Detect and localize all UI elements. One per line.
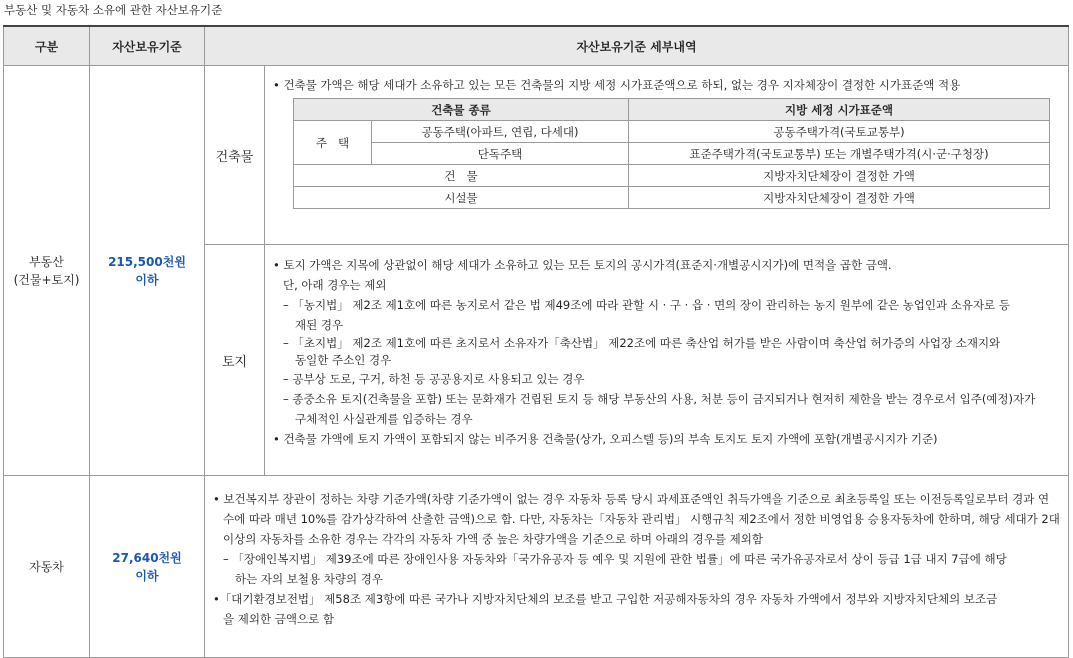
building-price-header: 지방 세정 시가표준액 [629, 99, 1050, 121]
row-facility-type: 시설물 [294, 187, 629, 209]
building-note: • 건축물 가액은 해당 세대가 소유하고 있는 모든 건축물의 지방 세정 시가표준액으로 하되, 없는 경우 지자체장이 결정한 시가표준액 적용 [273, 78, 961, 92]
land-line: – 공부상 도로, 구거, 하천 등 공공용지로 사용되고 있는 경우 [283, 372, 585, 386]
land-detail [265, 245, 1069, 476]
vehicle-line: 이상의 자동차를 소유한 경우는 각각의 자동차 가액 중 높은 차량가액을 기준으로 하며 아래의 경우를 제외함 [223, 532, 763, 546]
row-detached-price: 표준주택가격(국토교통부) 또는 개별주택가격(시·군·구청장) [629, 143, 1050, 165]
header-detail: 자산보유기준 세부내역 [205, 26, 1069, 66]
asset-criteria-table [3, 25, 1069, 658]
real-estate-criteria-suffix: 이하 [135, 272, 159, 287]
vehicle-line: – 「장애인복지법」 제39조에 따른 장애인사용 자동차와「국가유공자 등 예우 및 지원에 관한 법률」에 따른 국가유공자로서 상이 등급 1급 내지 7급에 해당 [223, 552, 1007, 566]
land-line: 단, 아래 경우는 제외 [283, 278, 387, 292]
land-line: – 「농지법」 제2조 제1호에 따른 농지로서 같은 법 제49조에 따라 관할 시 · 구 · 읍 · 면의 장이 관리하는 농지 원부에 같은 농업인과 소유자로 등 [283, 298, 1010, 312]
table-row [294, 143, 1050, 165]
land-line: 동일한 주소인 경우 [295, 353, 392, 367]
vehicle-line: 을 제외한 금액으로 함 [223, 612, 334, 626]
building-type-header: 건축물 종류 [294, 99, 629, 121]
land-line: • 건축물 가액에 토지 가액이 포함되지 않는 비주거용 건축물(상가, 오피스텔 등)의 부속 토지도 토지 가액에 포함(개별공시지가 기준) [273, 432, 938, 446]
land-line: – 종중소유 토지(건축물을 포함) 또는 문화재가 건립된 토지 등 해당 부동산의 사용, 처분 등이 금지되거나 현저히 제한을 받는 경우로서 입주(예정)자가 [283, 392, 1036, 406]
vehicle-criteria [90, 476, 205, 658]
building-value-table [293, 98, 1050, 209]
land-line: 구체적인 사실관계를 입증하는 경우 [295, 412, 473, 426]
table-caption: 부동산 및 자동차 소유에 관한 자산보유기준 [4, 3, 223, 17]
building-row [4, 66, 1069, 245]
header-criteria: 자산보유기준 [90, 26, 205, 66]
real-estate-category [4, 66, 90, 476]
vehicle-criteria-amount: 27,640천원 [112, 550, 182, 565]
vehicle-criteria-suffix: 이하 [135, 568, 159, 583]
vehicle-detail [205, 476, 1069, 658]
land-line: – 「초지법」 제2조 제1호에 따른 초지로서 소유자가「축산법」 제22조에 따른 축산업 허가를 받은 사람이며 축산업 허가증의 사업장 소재지와 [283, 336, 1001, 350]
header-category: 구분 [4, 26, 90, 66]
table-row [294, 121, 1050, 143]
real-estate-category-line2: (건물+토지) [13, 272, 80, 287]
row-apartment-price: 공동주택가격(국토교통부) [629, 121, 1050, 143]
building-detail [265, 66, 1069, 245]
land-line: 재된 경우 [295, 318, 344, 332]
land-label: 토지 [205, 245, 265, 476]
row-building-price: 지방자치단체장이 결정한 가액 [629, 165, 1050, 187]
real-estate-criteria [90, 66, 205, 476]
housing-label: 주 택 [294, 121, 372, 165]
row-apartment-type: 공동주택(아파트, 연립, 다세대) [372, 121, 629, 143]
table-row [294, 187, 1050, 209]
building-label: 건축물 [205, 66, 265, 245]
vehicle-line: •「대기환경보전법」 제58조 제3항에 따른 국가나 지방자치단체의 보조를 받고 구입한 저공해자동차의 경우 자동차 가액에서 정부와 지방자치단체의 보조금 [213, 592, 998, 606]
row-building-type: 건 물 [294, 165, 629, 187]
vehicle-line: 하는 자의 보철용 차량의 경우 [235, 572, 383, 586]
land-line: • 토지 가액은 지목에 상관없이 해당 세대가 소유하고 있는 모든 토지의 공시가격(표준지·개별공시지가)에 면적을 곱한 금액. [273, 258, 892, 272]
row-facility-price: 지방자치단체장이 결정한 가액 [629, 187, 1050, 209]
vehicle-line: 수에 따라 매년 10%를 감가상각하여 산출한 금액)으로 함. 다만, 자동차는「자동차 관리법」 시행규칙 제2조에서 정한 비영업용 승용자동차에 한하며, 해당 세대가 2대 [223, 512, 1060, 526]
table-row [294, 165, 1050, 187]
building-value-header [294, 99, 1050, 121]
row-detached-type: 단독주택 [372, 143, 629, 165]
vehicle-category: 자동차 [4, 476, 90, 658]
vehicle-row [4, 476, 1069, 658]
header-row [4, 26, 1069, 66]
vehicle-line: • 보건복지부 장관이 정하는 차량 기준가액(차량 기준가액이 없는 경우 자동차 등록 당시 과세표준액인 취득가액을 기준으로 최초등록일 또는 이전등록일로부터 경과 연 [213, 492, 1050, 506]
real-estate-category-line1: 부동산 [29, 254, 64, 269]
real-estate-criteria-amount: 215,500천원 [108, 254, 186, 269]
